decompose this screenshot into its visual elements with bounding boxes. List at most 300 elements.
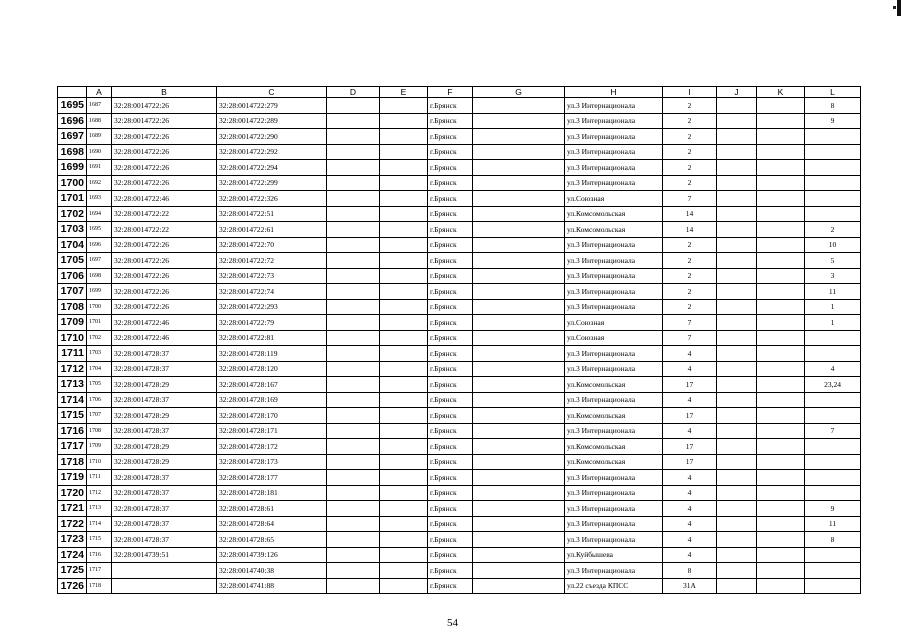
cell-g[interactable] xyxy=(473,392,565,408)
cell-a[interactable]: 1712 xyxy=(87,485,112,501)
cell-g[interactable] xyxy=(473,408,565,424)
cell-a[interactable]: 1717 xyxy=(87,563,112,579)
cell-k[interactable] xyxy=(757,98,805,114)
cell-i[interactable]: 8 xyxy=(663,563,717,579)
cell-f[interactable]: г.Брянск xyxy=(428,160,473,176)
cell-e[interactable] xyxy=(380,578,428,594)
cell-j[interactable] xyxy=(717,563,757,579)
cell-g[interactable] xyxy=(473,361,565,377)
cell-h[interactable]: ул.3 Интернационала xyxy=(565,532,663,548)
cell-b[interactable]: 32:28:0014728:37 xyxy=(112,392,217,408)
cell-d[interactable] xyxy=(327,315,380,331)
cell-k[interactable] xyxy=(757,578,805,594)
cell-c[interactable]: 32:28:0014728:170 xyxy=(217,408,327,424)
cell-a[interactable]: 1715 xyxy=(87,532,112,548)
cell-h[interactable]: ул.Союзная xyxy=(565,315,663,331)
cell-c[interactable]: 32:28:0014741:88 xyxy=(217,578,327,594)
cell-d[interactable] xyxy=(327,284,380,300)
cell-i[interactable]: 2 xyxy=(663,160,717,176)
cell-d[interactable] xyxy=(327,532,380,548)
cell-d[interactable] xyxy=(327,129,380,145)
cell-a[interactable]: 1696 xyxy=(87,237,112,253)
cell-i[interactable]: 4 xyxy=(663,392,717,408)
cell-e[interactable] xyxy=(380,175,428,191)
cell-i[interactable]: 7 xyxy=(663,191,717,207)
cell-d[interactable] xyxy=(327,222,380,238)
cell-f[interactable]: г.Брянск xyxy=(428,346,473,362)
cell-k[interactable] xyxy=(757,532,805,548)
cell-e[interactable] xyxy=(380,346,428,362)
cell-c[interactable]: 32:28:0014722:73 xyxy=(217,268,327,284)
cell-i[interactable]: 2 xyxy=(663,144,717,160)
cell-h[interactable]: ул.3 Интернационала xyxy=(565,284,663,300)
cell-c[interactable]: 32:28:0014722:61 xyxy=(217,222,327,238)
cell-a[interactable]: 1704 xyxy=(87,361,112,377)
corner-header-cell[interactable] xyxy=(58,87,87,98)
cell-e[interactable] xyxy=(380,160,428,176)
cell-j[interactable] xyxy=(717,129,757,145)
cell-c[interactable]: 32:28:0014722:70 xyxy=(217,237,327,253)
cell-i[interactable]: 2 xyxy=(663,284,717,300)
cell-k[interactable] xyxy=(757,191,805,207)
row-number-cell[interactable]: 1719 xyxy=(58,470,87,486)
cell-k[interactable] xyxy=(757,330,805,346)
cell-b[interactable]: 32:28:0014722:22 xyxy=(112,222,217,238)
cell-l[interactable]: 3 xyxy=(805,268,861,284)
cell-j[interactable] xyxy=(717,315,757,331)
cell-a[interactable]: 1702 xyxy=(87,330,112,346)
cell-a[interactable]: 1701 xyxy=(87,315,112,331)
cell-c[interactable]: 32:28:0014728:177 xyxy=(217,470,327,486)
row-number-cell[interactable]: 1717 xyxy=(58,439,87,455)
cell-j[interactable] xyxy=(717,578,757,594)
cell-h[interactable]: ул.3 Интернационала xyxy=(565,485,663,501)
cell-h[interactable]: ул.3 Интернационала xyxy=(565,113,663,129)
cell-f[interactable]: г.Брянск xyxy=(428,206,473,222)
cell-f[interactable]: г.Брянск xyxy=(428,563,473,579)
cell-d[interactable] xyxy=(327,423,380,439)
cell-c[interactable]: 32:28:0014722:72 xyxy=(217,253,327,269)
cell-l[interactable]: 11 xyxy=(805,284,861,300)
cell-i[interactable]: 4 xyxy=(663,532,717,548)
cell-e[interactable] xyxy=(380,191,428,207)
cell-b[interactable]: 32:28:0014722:26 xyxy=(112,175,217,191)
cell-b[interactable]: 32:28:0014722:26 xyxy=(112,237,217,253)
cell-b[interactable]: 32:28:0014728:29 xyxy=(112,408,217,424)
cell-h[interactable]: ул.3 Интернационала xyxy=(565,175,663,191)
cell-f[interactable]: г.Брянск xyxy=(428,578,473,594)
cell-g[interactable] xyxy=(473,299,565,315)
cell-a[interactable]: 1692 xyxy=(87,175,112,191)
cell-i[interactable]: 2 xyxy=(663,113,717,129)
cell-c[interactable]: 32:28:0014728:119 xyxy=(217,346,327,362)
cell-g[interactable] xyxy=(473,330,565,346)
cell-f[interactable]: г.Брянск xyxy=(428,315,473,331)
cell-i[interactable]: 31А xyxy=(663,578,717,594)
cell-e[interactable] xyxy=(380,113,428,129)
cell-i[interactable]: 7 xyxy=(663,315,717,331)
cell-b[interactable]: 32:28:0014722:26 xyxy=(112,253,217,269)
cell-h[interactable]: ул.Комсомольская xyxy=(565,454,663,470)
cell-f[interactable]: г.Брянск xyxy=(428,485,473,501)
cell-f[interactable]: г.Брянск xyxy=(428,253,473,269)
cell-a[interactable]: 1690 xyxy=(87,144,112,160)
cell-i[interactable]: 2 xyxy=(663,253,717,269)
cell-c[interactable]: 32:28:0014722:290 xyxy=(217,129,327,145)
cell-f[interactable]: г.Брянск xyxy=(428,439,473,455)
row-number-cell[interactable]: 1724 xyxy=(58,547,87,563)
cell-a[interactable]: 1695 xyxy=(87,222,112,238)
cell-g[interactable] xyxy=(473,346,565,362)
cell-l[interactable] xyxy=(805,439,861,455)
cell-a[interactable]: 1716 xyxy=(87,547,112,563)
cell-e[interactable] xyxy=(380,206,428,222)
cell-k[interactable] xyxy=(757,470,805,486)
cell-e[interactable] xyxy=(380,237,428,253)
cell-h[interactable]: ул.3 Интернационала xyxy=(565,392,663,408)
cell-a[interactable]: 1703 xyxy=(87,346,112,362)
cell-c[interactable]: 32:28:0014728:171 xyxy=(217,423,327,439)
cell-j[interactable] xyxy=(717,144,757,160)
cell-h[interactable]: ул.Комсомольская xyxy=(565,206,663,222)
cell-g[interactable] xyxy=(473,563,565,579)
cell-c[interactable]: 32:28:0014722:79 xyxy=(217,315,327,331)
cell-c[interactable]: 32:28:0014722:326 xyxy=(217,191,327,207)
cell-l[interactable]: 8 xyxy=(805,98,861,114)
cell-i[interactable]: 17 xyxy=(663,439,717,455)
cell-j[interactable] xyxy=(717,516,757,532)
row-number-cell[interactable]: 1722 xyxy=(58,516,87,532)
cell-g[interactable] xyxy=(473,377,565,393)
cell-i[interactable]: 4 xyxy=(663,361,717,377)
cell-j[interactable] xyxy=(717,160,757,176)
cell-l[interactable] xyxy=(805,408,861,424)
cell-f[interactable]: г.Брянск xyxy=(428,237,473,253)
cell-g[interactable] xyxy=(473,144,565,160)
cell-f[interactable]: г.Брянск xyxy=(428,191,473,207)
cell-k[interactable] xyxy=(757,129,805,145)
cell-c[interactable]: 32:28:0014722:279 xyxy=(217,98,327,114)
cell-d[interactable] xyxy=(327,191,380,207)
cell-k[interactable] xyxy=(757,563,805,579)
cell-b[interactable]: 32:28:0014728:37 xyxy=(112,470,217,486)
cell-b[interactable]: 32:28:0014728:37 xyxy=(112,346,217,362)
cell-c[interactable]: 32:28:0014722:293 xyxy=(217,299,327,315)
cell-g[interactable] xyxy=(473,284,565,300)
cell-k[interactable] xyxy=(757,113,805,129)
cell-b[interactable]: 32:28:0014728:37 xyxy=(112,485,217,501)
cell-f[interactable]: г.Брянск xyxy=(428,454,473,470)
cell-i[interactable]: 4 xyxy=(663,485,717,501)
cell-c[interactable]: 32:28:0014728:61 xyxy=(217,501,327,517)
cell-e[interactable] xyxy=(380,454,428,470)
cell-d[interactable] xyxy=(327,175,380,191)
cell-a[interactable]: 1709 xyxy=(87,439,112,455)
row-number-cell[interactable]: 1726 xyxy=(58,578,87,594)
cell-d[interactable] xyxy=(327,439,380,455)
row-number-cell[interactable]: 1708 xyxy=(58,299,87,315)
row-number-cell[interactable]: 1702 xyxy=(58,206,87,222)
cell-l[interactable] xyxy=(805,578,861,594)
cell-k[interactable] xyxy=(757,485,805,501)
cell-a[interactable]: 1707 xyxy=(87,408,112,424)
row-number-cell[interactable]: 1720 xyxy=(58,485,87,501)
cell-i[interactable]: 4 xyxy=(663,516,717,532)
cell-f[interactable]: г.Брянск xyxy=(428,113,473,129)
cell-g[interactable] xyxy=(473,485,565,501)
row-number-cell[interactable]: 1695 xyxy=(58,98,87,114)
column-header-h[interactable]: H xyxy=(565,87,663,98)
cell-l[interactable]: 9 xyxy=(805,501,861,517)
cell-h[interactable]: ул.Комсомольская xyxy=(565,408,663,424)
cell-h[interactable]: ул.Комсомольская xyxy=(565,377,663,393)
row-number-cell[interactable]: 1700 xyxy=(58,175,87,191)
cell-l[interactable] xyxy=(805,160,861,176)
column-header-f[interactable]: F xyxy=(428,87,473,98)
cell-k[interactable] xyxy=(757,284,805,300)
cell-h[interactable]: ул.3 Интернационала xyxy=(565,160,663,176)
cell-b[interactable]: 32:28:0014722:26 xyxy=(112,144,217,160)
cell-g[interactable] xyxy=(473,516,565,532)
row-number-cell[interactable]: 1714 xyxy=(58,392,87,408)
cell-b[interactable]: 32:28:0014728:37 xyxy=(112,361,217,377)
cell-e[interactable] xyxy=(380,485,428,501)
cell-b[interactable]: 32:28:0014722:26 xyxy=(112,98,217,114)
cell-e[interactable] xyxy=(380,129,428,145)
cell-k[interactable] xyxy=(757,144,805,160)
cell-f[interactable]: г.Брянск xyxy=(428,361,473,377)
cell-h[interactable]: ул.3 Интернационала xyxy=(565,516,663,532)
cell-l[interactable] xyxy=(805,175,861,191)
cell-j[interactable] xyxy=(717,98,757,114)
cell-d[interactable] xyxy=(327,144,380,160)
cell-h[interactable]: ул.3 Интернационала xyxy=(565,501,663,517)
cell-b[interactable]: 32:28:0014722:26 xyxy=(112,113,217,129)
cell-k[interactable] xyxy=(757,160,805,176)
cell-e[interactable] xyxy=(380,516,428,532)
cell-c[interactable]: 32:28:0014722:289 xyxy=(217,113,327,129)
cell-f[interactable]: г.Брянск xyxy=(428,222,473,238)
cell-k[interactable] xyxy=(757,222,805,238)
cell-i[interactable]: 14 xyxy=(663,222,717,238)
cell-j[interactable] xyxy=(717,237,757,253)
cell-d[interactable] xyxy=(327,253,380,269)
cell-j[interactable] xyxy=(717,253,757,269)
cell-e[interactable] xyxy=(380,222,428,238)
cell-b[interactable] xyxy=(112,563,217,579)
cell-f[interactable]: г.Брянск xyxy=(428,268,473,284)
cell-l[interactable] xyxy=(805,485,861,501)
cell-e[interactable] xyxy=(380,563,428,579)
cell-f[interactable]: г.Брянск xyxy=(428,175,473,191)
cell-i[interactable]: 17 xyxy=(663,377,717,393)
cell-c[interactable]: 32:28:0014722:292 xyxy=(217,144,327,160)
cell-a[interactable]: 1705 xyxy=(87,377,112,393)
cell-b[interactable]: 32:28:0014722:46 xyxy=(112,191,217,207)
cell-c[interactable]: 32:28:0014722:299 xyxy=(217,175,327,191)
cell-f[interactable]: г.Брянск xyxy=(428,299,473,315)
cell-g[interactable] xyxy=(473,175,565,191)
cell-e[interactable] xyxy=(380,423,428,439)
cell-e[interactable] xyxy=(380,501,428,517)
cell-j[interactable] xyxy=(717,547,757,563)
cell-a[interactable]: 1693 xyxy=(87,191,112,207)
cell-j[interactable] xyxy=(717,175,757,191)
row-number-cell[interactable]: 1710 xyxy=(58,330,87,346)
cell-c[interactable]: 32:28:0014728:65 xyxy=(217,532,327,548)
cell-j[interactable] xyxy=(717,222,757,238)
cell-h[interactable]: ул.3 Интернационала xyxy=(565,129,663,145)
cell-j[interactable] xyxy=(717,408,757,424)
cell-k[interactable] xyxy=(757,361,805,377)
cell-g[interactable] xyxy=(473,547,565,563)
cell-l[interactable]: 9 xyxy=(805,113,861,129)
cell-j[interactable] xyxy=(717,268,757,284)
cell-a[interactable]: 1694 xyxy=(87,206,112,222)
row-number-cell[interactable]: 1707 xyxy=(58,284,87,300)
column-header-k[interactable]: K xyxy=(757,87,805,98)
cell-d[interactable] xyxy=(327,485,380,501)
cell-b[interactable]: 32:28:0014739:51 xyxy=(112,547,217,563)
cell-j[interactable] xyxy=(717,470,757,486)
cell-l[interactable] xyxy=(805,191,861,207)
cell-l[interactable]: 23,24 xyxy=(805,377,861,393)
cell-d[interactable] xyxy=(327,113,380,129)
cell-l[interactable] xyxy=(805,330,861,346)
cell-c[interactable]: 32:28:0014722:74 xyxy=(217,284,327,300)
cell-k[interactable] xyxy=(757,377,805,393)
cell-k[interactable] xyxy=(757,237,805,253)
cell-d[interactable] xyxy=(327,470,380,486)
cell-k[interactable] xyxy=(757,268,805,284)
cell-i[interactable]: 7 xyxy=(663,330,717,346)
cell-d[interactable] xyxy=(327,408,380,424)
cell-i[interactable]: 2 xyxy=(663,237,717,253)
cell-j[interactable] xyxy=(717,501,757,517)
column-header-l[interactable]: L xyxy=(805,87,861,98)
cell-i[interactable]: 4 xyxy=(663,501,717,517)
cell-l[interactable] xyxy=(805,392,861,408)
cell-l[interactable]: 1 xyxy=(805,315,861,331)
cell-l[interactable]: 7 xyxy=(805,423,861,439)
row-number-cell[interactable]: 1698 xyxy=(58,144,87,160)
cell-b[interactable]: 32:28:0014728:37 xyxy=(112,501,217,517)
cell-b[interactable]: 32:28:0014722:46 xyxy=(112,330,217,346)
cell-f[interactable]: г.Брянск xyxy=(428,330,473,346)
cell-h[interactable]: ул.3 Интернационала xyxy=(565,361,663,377)
cell-b[interactable]: 32:28:0014728:37 xyxy=(112,516,217,532)
cell-c[interactable]: 32:28:0014728:173 xyxy=(217,454,327,470)
cell-f[interactable]: г.Брянск xyxy=(428,532,473,548)
cell-k[interactable] xyxy=(757,206,805,222)
cell-d[interactable] xyxy=(327,268,380,284)
cell-l[interactable]: 5 xyxy=(805,253,861,269)
cell-i[interactable]: 4 xyxy=(663,547,717,563)
cell-e[interactable] xyxy=(380,392,428,408)
cell-j[interactable] xyxy=(717,113,757,129)
cell-e[interactable] xyxy=(380,330,428,346)
row-number-cell[interactable]: 1716 xyxy=(58,423,87,439)
cell-i[interactable]: 2 xyxy=(663,175,717,191)
cell-g[interactable] xyxy=(473,454,565,470)
row-number-cell[interactable]: 1709 xyxy=(58,315,87,331)
cell-j[interactable] xyxy=(717,206,757,222)
cell-d[interactable] xyxy=(327,237,380,253)
cell-e[interactable] xyxy=(380,470,428,486)
cell-b[interactable]: 32:28:0014728:29 xyxy=(112,377,217,393)
cell-g[interactable] xyxy=(473,578,565,594)
cell-g[interactable] xyxy=(473,98,565,114)
row-number-cell[interactable]: 1706 xyxy=(58,268,87,284)
cell-h[interactable]: ул.Комсомольская xyxy=(565,439,663,455)
cell-l[interactable] xyxy=(805,563,861,579)
cell-a[interactable]: 1711 xyxy=(87,470,112,486)
cell-b[interactable]: 32:28:0014722:22 xyxy=(112,206,217,222)
cell-a[interactable]: 1699 xyxy=(87,284,112,300)
cell-i[interactable]: 2 xyxy=(663,268,717,284)
cell-e[interactable] xyxy=(380,144,428,160)
cell-f[interactable]: г.Брянск xyxy=(428,516,473,532)
cell-h[interactable]: ул.Комсомольская xyxy=(565,222,663,238)
cell-e[interactable] xyxy=(380,377,428,393)
cell-f[interactable]: г.Брянск xyxy=(428,501,473,517)
cell-e[interactable] xyxy=(380,532,428,548)
cell-g[interactable] xyxy=(473,237,565,253)
column-header-i[interactable]: I xyxy=(663,87,717,98)
cell-e[interactable] xyxy=(380,268,428,284)
cell-i[interactable]: 14 xyxy=(663,206,717,222)
cell-k[interactable] xyxy=(757,299,805,315)
cell-a[interactable]: 1718 xyxy=(87,578,112,594)
cell-b[interactable]: 32:28:0014728:37 xyxy=(112,532,217,548)
cell-l[interactable] xyxy=(805,129,861,145)
cell-k[interactable] xyxy=(757,392,805,408)
cell-h[interactable]: ул.3 Интернационала xyxy=(565,98,663,114)
cell-i[interactable]: 2 xyxy=(663,98,717,114)
row-number-cell[interactable]: 1703 xyxy=(58,222,87,238)
cell-d[interactable] xyxy=(327,346,380,362)
cell-f[interactable]: г.Брянск xyxy=(428,392,473,408)
cell-i[interactable]: 17 xyxy=(663,408,717,424)
cell-j[interactable] xyxy=(717,392,757,408)
cell-l[interactable]: 4 xyxy=(805,361,861,377)
cell-d[interactable] xyxy=(327,160,380,176)
cell-g[interactable] xyxy=(473,191,565,207)
cell-l[interactable] xyxy=(805,454,861,470)
cell-i[interactable]: 2 xyxy=(663,299,717,315)
cell-h[interactable]: ул.3 Интернационала xyxy=(565,144,663,160)
cell-f[interactable]: г.Брянск xyxy=(428,470,473,486)
cell-e[interactable] xyxy=(380,408,428,424)
cell-k[interactable] xyxy=(757,454,805,470)
cell-l[interactable] xyxy=(805,144,861,160)
cell-c[interactable]: 32:28:0014728:172 xyxy=(217,439,327,455)
cell-h[interactable]: ул.22 съезда КПСС xyxy=(565,578,663,594)
cell-e[interactable] xyxy=(380,253,428,269)
cell-l[interactable] xyxy=(805,547,861,563)
cell-d[interactable] xyxy=(327,578,380,594)
cell-c[interactable]: 32:28:0014728:167 xyxy=(217,377,327,393)
cell-f[interactable]: г.Брянск xyxy=(428,547,473,563)
cell-c[interactable]: 32:28:0014722:294 xyxy=(217,160,327,176)
cell-k[interactable] xyxy=(757,408,805,424)
cell-f[interactable]: г.Брянск xyxy=(428,98,473,114)
cell-f[interactable]: г.Брянск xyxy=(428,377,473,393)
cell-f[interactable]: г.Брянск xyxy=(428,284,473,300)
cell-h[interactable]: ул.3 Интернационала xyxy=(565,299,663,315)
column-header-a[interactable]: A xyxy=(87,87,112,98)
cell-j[interactable] xyxy=(717,485,757,501)
